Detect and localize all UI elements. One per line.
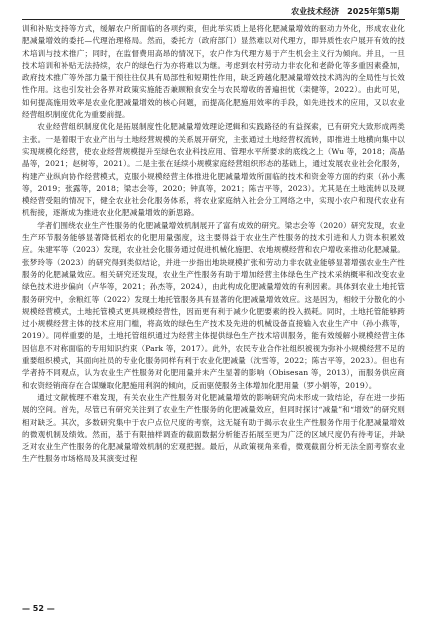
journal-name: 农业技术经济 [291, 7, 340, 16]
page-number: — 52 — [22, 604, 55, 613]
paragraph-org-system: 农业经营组织制度优化是拓展制度性化肥减量增效理论逻辑和实践路径的有益探索，已有研究大致形成两类主张。一是着眼于农业产出与土地经营规模的关系展开研究，主张通过土地经营权流转，即推进土地横向集中以实现规模化经营，使农业经营规模提升至绿色农业科技应用、管理水平所要求的底线之上（Wu 等，2018；高晶晶等，2021；赵树等，2021）。二是主张在延续小规模家庭经营组织形态的基础上，通过发展农业社会化服务，构建产业纵向协作经营模式，克服小规模经营主体推进化肥减量增效所面临的技术和资金等方面的约束（孙小燕等，2019；张露等，2018；梁志会等，2020；钟真等，2021；陈吉平等，2023）。尤其是在土地流转以及规模经营受阻的情况下，健全农业社会化服务体系，将农业家庭纳入社会分工网络之中，实现小农户和现代农业有机衔接，逐渐成为推进农业化肥减量增效的新思路。 [22, 122, 405, 218]
running-head [22, 6, 405, 17]
body-text [22, 23, 405, 466]
paragraph-continuation: 训和补贴支持等方式，缓解农户所面临的各项约束，但此举实质上是将化肥减量增效的驱动力外化，形成农业化肥减量增效的委托—代理治理格局。然而，委托方（政府部门）显然难以对代理方，即异质性农户展开有效的技术培训与技术推广；同时，在监督费用高昂的情况下，农户作为代理方易于产生机会主义行为倾向。并且，一旦技术培训和补贴无法持续，农户的绿色行为亦将难以为继。考虑到农村劳动力非农化和老龄化等多重因素叠加，政府技术推广等外部力量干预往往仅具有局部性和短期性作用，缺乏跨越化肥减量增效技术鸿沟的全局性与长效性作用。这也引发社会各界对政策实施能否兼顾粮食安全与农民增收的普遍担忧（栾健等，2022）。由此可见，如何提高施用效率是农业化肥减量增效的核心问题，而提高化肥施用效率的手段，如先进技术的应用，又以农业经营组织制度优化为重要前提。 [22, 24, 405, 120]
paragraph-literature: 学者们围绕农业生产性服务的化肥减量增效机制展开了富有成效的研究。梁志会等（2020）研究发现，农业生产环节服务能够显著降低稻农的化肥用量强度，这主要得益于农业生产性服务的技术引进和人力资本积累效应。朱建军等（2023）发现，农业社会化服务通过促进机械化施肥、农地规模经营和农户增收来推动化肥减量。张梦玲等（2023）的研究得到类似结论，并进一步指出地块规模扩张和劳动力非农就业能够显著增强农业生产性服务的化肥减量效应。相关研究还发现，农业生产性服务有助于增加经营主体绿色生产技术采纳概率和改变农业绿色技术进步偏向（卢华等，2021；孙杰等，2024），由此构成化肥减量增效的有利因素。具体到农业土地托管服务研究中，余粮红等（2022）发现土地托管服务具有显著的化肥减量增效效应。这是因为，相较于分散化的小规模经营模式，土地托管模式更具规模经营性，因而更有利于减少化肥要素的投入损耗。同时，土地托管能够跨过小规模经营主体的技术应用门槛，将高效的绿色生产技术及先进的机械设备直接输入农业生产中（孙小燕等，2019）。同样重要的是，土地托管组织通过为经营主体提供绿色生产技术培训服务，能有效缓解小规模经营主体因信息不对称面临的专用知识约束（Park 等，2017）。此外，农民专业合作社组织被视为弥补小规模经营不足的重要组织模式，其面向社员的专业化服务同样有利于农业化肥减量（沈雪等，2022；陈吉平等，2023）。但也有学者持不同观点，认为农业生产性服务对化肥用量并未产生显著的影响（Obisesan 等，2013），而服务供应商和农资经销商存在合谋赚取化肥施用利润的倾向，反而驱使服务主体增加化肥用量（罗小娟等，2019）。 [22, 220, 405, 390]
header-rule [22, 19, 405, 20]
paragraph-review-gaps: 通过文献梳理不难发现，有关农业生产性服务对化肥减量增效的影响研究尚未形成一致结论，存在进一步拓展的空间。首先，尽管已有研究关注到了农业生产性服务的化肥减量效应，但同时探讨“减量”和“增效”的研究则相对缺乏。其次，多数研究集中于农户点位尺度的考察，这无疑有助于揭示农业生产性服务作用于化肥减量增效的微观机制及绩效。然而，基于有限抽样调查的截面数据分析能否拓展至更为广泛的区域尺度仍有待考证，并缺乏对农业生产性服务的化肥减量增效机制的宏观把握。最后，从政策视角来看，微观截面分析无法全面考察农业生产性服务市场格局及其演变过程 [22, 392, 405, 464]
issue-label: 2025年第5期 [347, 7, 399, 16]
